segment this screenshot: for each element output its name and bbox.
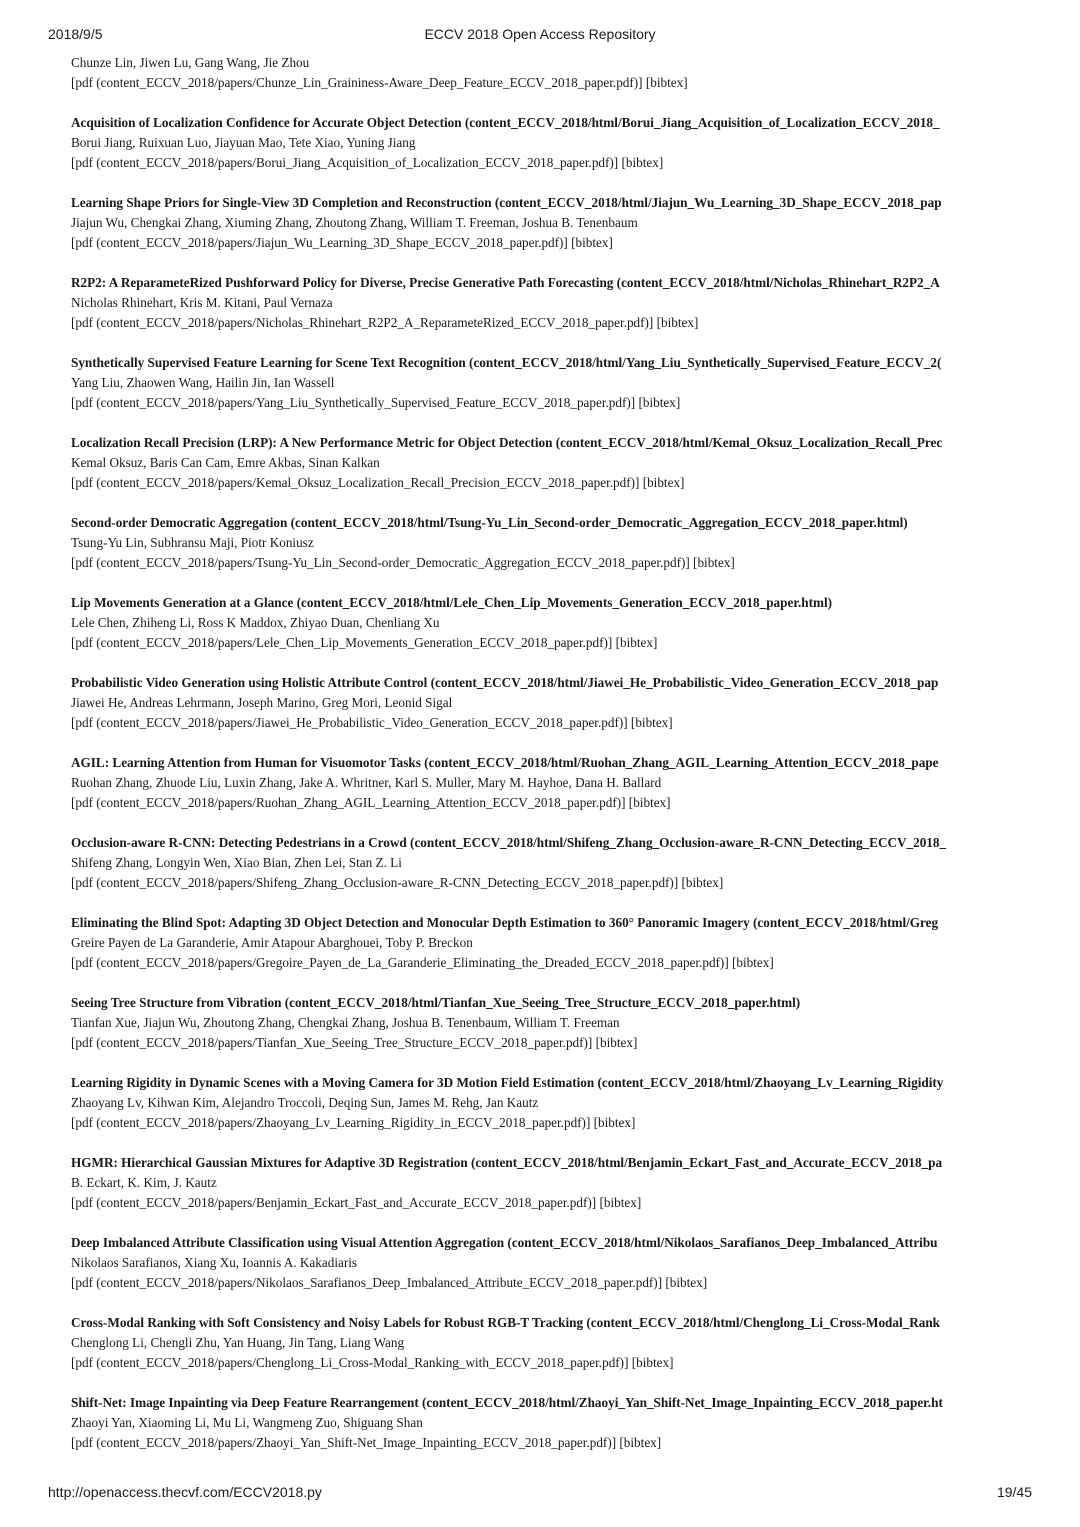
paper-authors: Ruohan Zhang, Zhuode Liu, Luxin Zhang, Jake A. Whritner, Karl S. Muller, Mary M. Hayhoe, Dana H. Ballard [71,775,662,790]
pdf-link[interactable]: [pdf (content_ECCV_2018/papers/Benjamin_Eckart_Fast_and_Accurate_ECCV_2018_paper.pdf)] [71,1195,597,1210]
paper-authors: Chunze Lin, Jiwen Lu, Gang Wang, Jie Zhou [71,55,310,70]
paper-links [71,1033,1032,1053]
paper-title-link[interactable]: Lip Movements Generation at a Glance (content_ECCV_2018/html/Lele_Chen_Lip_Movements_Generation_ECCV_2018_paper.html) [71,595,833,610]
paper-entry [71,673,1032,733]
bibtex-link[interactable]: [bibtex] [638,395,681,410]
paper-links [71,953,1032,973]
paper-links [71,1353,1032,1373]
pdf-link[interactable]: [pdf (content_ECCV_2018/papers/Yang_Liu_Synthetically_Supervised_Feature_ECCV_2018_paper.pdf)] [71,395,636,410]
pdf-link[interactable]: [pdf (content_ECCV_2018/papers/Chunze_Lin_Graininess-Aware_Deep_Feature_ECCV_2018_paper.pdf)] [71,75,643,90]
paper-entry [71,1233,1032,1293]
paper-entry [71,1313,1032,1373]
bibtex-link[interactable]: [bibtex] [599,1195,642,1210]
bibtex-link[interactable]: [bibtex] [628,795,671,810]
paper-links [71,313,1032,333]
paper-title-link[interactable]: R2P2: A ReparameteRized Pushforward Policy for Diverse, Precise Generative Path Forecasting (content_ECCV_2018/html/Nicholas_Rhinehart_R2P2_A [71,275,940,290]
pdf-link[interactable]: [pdf (content_ECCV_2018/papers/Jiajun_Wu_Learning_3D_Shape_ECCV_2018_paper.pdf)] [71,235,568,250]
bibtex-link[interactable]: [bibtex] [615,635,658,650]
paper-authors: Nicholas Rhinehart, Kris M. Kitani, Paul Vernaza [71,295,333,310]
paper-entry [71,913,1032,973]
paper-title-link[interactable]: Cross-Modal Ranking with Soft Consistency and Noisy Labels for Robust RGB-T Tracking (content_ECCV_2018/html/Chenglong_Li_Cross-Modal_Rank [71,1315,941,1330]
paper-authors: Tianfan Xue, Jiajun Wu, Zhoutong Zhang, Chengkai Zhang, Joshua B. Tenenbaum, William T. Freeman [71,1015,620,1030]
paper-links [71,73,1032,93]
bibtex-link[interactable]: [bibtex] [621,155,664,170]
paper-authors: Zhaoyi Yan, Xiaoming Li, Mu Li, Wangmeng Zuo, Shiguang Shan [71,1415,423,1430]
paper-title-link[interactable]: Eliminating the Blind Spot: Adapting 3D Object Detection and Monocular Depth Estimation to 360° Panoramic Imagery (content_ECCV_2018/html/Greg [71,915,939,930]
print-date: 2018/9/5 [48,26,103,42]
paper-entry [71,1073,1032,1133]
pdf-link[interactable]: [pdf (content_ECCV_2018/papers/Shifeng_Zhang_Occlusion-aware_R-CNN_Detecting_ECCV_2018_paper.pdf)] [71,875,679,890]
pdf-link[interactable]: [pdf (content_ECCV_2018/papers/Nikolaos_Sarafianos_Deep_Imbalanced_Attribute_ECCV_2018_paper.pdf)] [71,1275,663,1290]
paper-authors: Yang Liu, Zhaowen Wang, Hailin Jin, Ian Wassell [71,375,335,390]
paper-links [71,1433,1032,1453]
paper-title-link[interactable]: Acquisition of Localization Confidence for Accurate Object Detection (content_ECCV_2018/html/Borui_Jiang_Acquisition_of_Localization_ECCV_2018_ [71,115,940,130]
paper-entry [71,753,1032,813]
paper-list [71,53,1032,1453]
paper-authors: B. Eckart, K. Kim, J. Kautz [71,1175,217,1190]
paper-title-link[interactable]: Synthetically Supervised Feature Learning for Scene Text Recognition (content_ECCV_2018/html/Yang_Liu_Synthetically_Supervised_Feature_ECCV_2( [71,355,942,370]
bibtex-link[interactable]: [bibtex] [631,1355,674,1370]
bibtex-link[interactable]: [bibtex] [571,235,613,250]
bibtex-link[interactable]: [bibtex] [619,1435,662,1450]
paper-links [71,1193,1032,1213]
bibtex-link[interactable]: [bibtex] [665,1275,708,1290]
pdf-link[interactable]: [pdf (content_ECCV_2018/papers/Tianfan_Xue_Seeing_Tree_Structure_ECCV_2018_paper.pdf)] [71,1035,593,1050]
pdf-link[interactable]: [pdf (content_ECCV_2018/papers/Tsung-Yu_Lin_Second-order_Democratic_Aggregation_ECCV_2018_paper.pdf)] [71,555,690,570]
paper-title-link[interactable]: Probabilistic Video Generation using Holistic Attribute Control (content_ECCV_2018/html/Jiawei_He_Probabilistic_Video_Generation_ECCV_2018_pap [71,675,939,690]
bibtex-link[interactable]: [bibtex] [732,955,774,970]
paper-authors: Lele Chen, Zhiheng Li, Ross K Maddox, Zhiyao Duan, Chenliang Xu [71,615,440,630]
bibtex-link[interactable]: [bibtex] [642,475,685,490]
paper-title-link[interactable]: Occlusion-aware R-CNN: Detecting Pedestrians in a Crowd (content_ECCV_2018/html/Shifeng_Zhang_Occlusion-aware_R-CNN_Detecting_ECCV_2018_ [71,835,947,850]
paper-title-link[interactable]: Learning Rigidity in Dynamic Scenes with a Moving Camera for 3D Motion Field Estimation (content_ECCV_2018/html/Zhaoyang_Lv_Learning_Rigidity [71,1075,944,1090]
page-title: ECCV 2018 Open Access Repository [424,26,656,42]
pdf-link[interactable]: [pdf (content_ECCV_2018/papers/Lele_Chen_Lip_Movements_Generation_ECCV_2018_paper.pdf)] [71,635,613,650]
bibtex-link[interactable]: [bibtex] [593,1115,636,1130]
paper-links [71,233,1032,253]
pdf-link[interactable]: [pdf (content_ECCV_2018/papers/Jiawei_He_Probabilistic_Video_Generation_ECCV_2018_paper.pdf)] [71,715,628,730]
pdf-link[interactable]: [pdf (content_ECCV_2018/papers/Chenglong_Li_Cross-Modal_Ranking_with_ECCV_2018_paper.pdf)] [71,1355,629,1370]
page-url: http://openaccess.thecvf.com/ECCV2018.py [48,1484,322,1500]
bibtex-link[interactable]: [bibtex] [681,875,724,890]
paper-authors: Borui Jiang, Ruixuan Luo, Jiayuan Mao, Tete Xiao, Yuning Jiang [71,135,416,150]
pdf-link[interactable]: [pdf (content_ECCV_2018/papers/Zhaoyi_Yan_Shift-Net_Image_Inpainting_ECCV_2018_paper.pdf)] [71,1435,617,1450]
bibtex-link[interactable]: [bibtex] [656,315,699,330]
pdf-link[interactable]: [pdf (content_ECCV_2018/papers/Nicholas_Rhinehart_R2P2_A_ReparameteRized_ECCV_2018_paper.pdf)] [71,315,654,330]
paper-authors: Nikolaos Sarafianos, Xiang Xu, Ioannis A. Kakadiaris [71,1255,358,1270]
paper-entry [71,353,1032,413]
paper-entry [71,1393,1032,1453]
paper-links [71,393,1032,413]
paper-entry [71,1153,1032,1213]
paper-links [71,153,1032,173]
paper-title-link[interactable]: Second-order Democratic Aggregation (content_ECCV_2018/html/Tsung-Yu_Lin_Second-order_Democratic_Aggregation_ECCV_2018_paper.html) [71,515,908,530]
paper-authors: Chenglong Li, Chengli Zhu, Yan Huang, Jin Tang, Liang Wang [71,1335,405,1350]
paper-authors: Kemal Oksuz, Baris Can Cam, Emre Akbas, Sinan Kalkan [71,455,380,470]
pdf-link[interactable]: [pdf (content_ECCV_2018/papers/Kemal_Oksuz_Localization_Recall_Precision_ECCV_2018_paper.pdf)] [71,475,640,490]
paper-entry [71,513,1032,573]
paper-title-link[interactable]: Shift-Net: Image Inpainting via Deep Feature Rearrangement (content_ECCV_2018/html/Zhaoyi_Yan_Shift-Net_Image_Inpainting_ECCV_2018_paper.ht [71,1395,943,1410]
paper-entry [71,593,1032,653]
pdf-link[interactable]: [pdf (content_ECCV_2018/papers/Ruohan_Zhang_AGIL_Learning_Attention_ECCV_2018_paper.pdf)] [71,795,626,810]
bibtex-link[interactable]: [bibtex] [630,715,673,730]
bibtex-link[interactable]: [bibtex] [645,75,688,90]
paper-title-link[interactable]: Localization Recall Precision (LRP): A New Performance Metric for Object Detection (content_ECCV_2018/html/Kemal_Oksuz_Localization_Recall_Prec [71,435,943,450]
paper-links [71,713,1032,733]
paper-links [71,473,1032,493]
paper-authors: Zhaoyang Lv, Kihwan Kim, Alejandro Troccoli, Deqing Sun, James M. Rehg, Jan Kautz [71,1095,539,1110]
print-footer [48,1484,1032,1502]
paper-links [71,1113,1032,1133]
print-header [48,26,1032,44]
paper-entry [71,53,1032,93]
bibtex-link[interactable]: [bibtex] [595,1035,638,1050]
paper-entry [71,993,1032,1053]
paper-links [71,1273,1032,1293]
paper-authors: Greire Payen de La Garanderie, Amir Atapour Abarghouei, Toby P. Breckon [71,935,473,950]
paper-links [71,793,1032,813]
paper-entry [71,833,1032,893]
pdf-link[interactable]: [pdf (content_ECCV_2018/papers/Gregoire_Payen_de_La_Garanderie_Eliminating_the_Dreaded_ECCV_2018_paper.pdf)] [71,955,729,970]
paper-authors: Jiawei He, Andreas Lehrmann, Joseph Marino, Greg Mori, Leonid Sigal [71,695,453,710]
paper-links [71,633,1032,653]
paper-entry [71,273,1032,333]
page-number: 19/45 [996,1484,1032,1500]
paper-authors: Jiajun Wu, Chengkai Zhang, Xiuming Zhang, Zhoutong Zhang, William T. Freeman, Joshua B. Tenenbaum [71,215,638,230]
paper-entry [71,113,1032,173]
paper-links [71,873,1032,893]
paper-title-link[interactable]: Learning Shape Priors for Single-View 3D Completion and Reconstruction (content_ECCV_2018/html/Jiajun_Wu_Learning_3D_Shape_ECCV_2018_pap [71,195,942,210]
pdf-link[interactable]: [pdf (content_ECCV_2018/papers/Zhaoyang_Lv_Learning_Rigidity_in_ECCV_2018_paper.pdf)] [71,1115,591,1130]
paper-authors: Tsung-Yu Lin, Subhransu Maji, Piotr Koniusz [71,535,314,550]
paper-entry [71,433,1032,493]
paper-links [71,553,1032,573]
paper-entry [71,193,1032,253]
pdf-link[interactable]: [pdf (content_ECCV_2018/papers/Borui_Jiang_Acquisition_of_Localization_ECCV_2018_paper.pdf)] [71,155,619,170]
paper-authors: Shifeng Zhang, Longyin Wen, Xiao Bian, Zhen Lei, Stan Z. Li [71,855,402,870]
paper-title-link[interactable]: AGIL: Learning Attention from Human for Visuomotor Tasks (content_ECCV_2018/html/Ruohan_Zhang_AGIL_Learning_Attention_ECCV_2018_pape [71,755,939,770]
paper-title-link[interactable]: Deep Imbalanced Attribute Classification using Visual Attention Aggregation (content_ECCV_2018/html/Nikolaos_Sarafianos_Deep_Imbalanced_Attribu [71,1235,938,1250]
paper-title-link[interactable]: HGMR: Hierarchical Gaussian Mixtures for Adaptive 3D Registration (content_ECCV_2018/html/Benjamin_Eckart_Fast_and_Accurate_ECCV_2018_pa [71,1155,943,1170]
bibtex-link[interactable]: [bibtex] [693,555,735,570]
paper-title-link[interactable]: Seeing Tree Structure from Vibration (content_ECCV_2018/html/Tianfan_Xue_Seeing_Tree_Structure_ECCV_2018_paper.html) [71,995,801,1010]
